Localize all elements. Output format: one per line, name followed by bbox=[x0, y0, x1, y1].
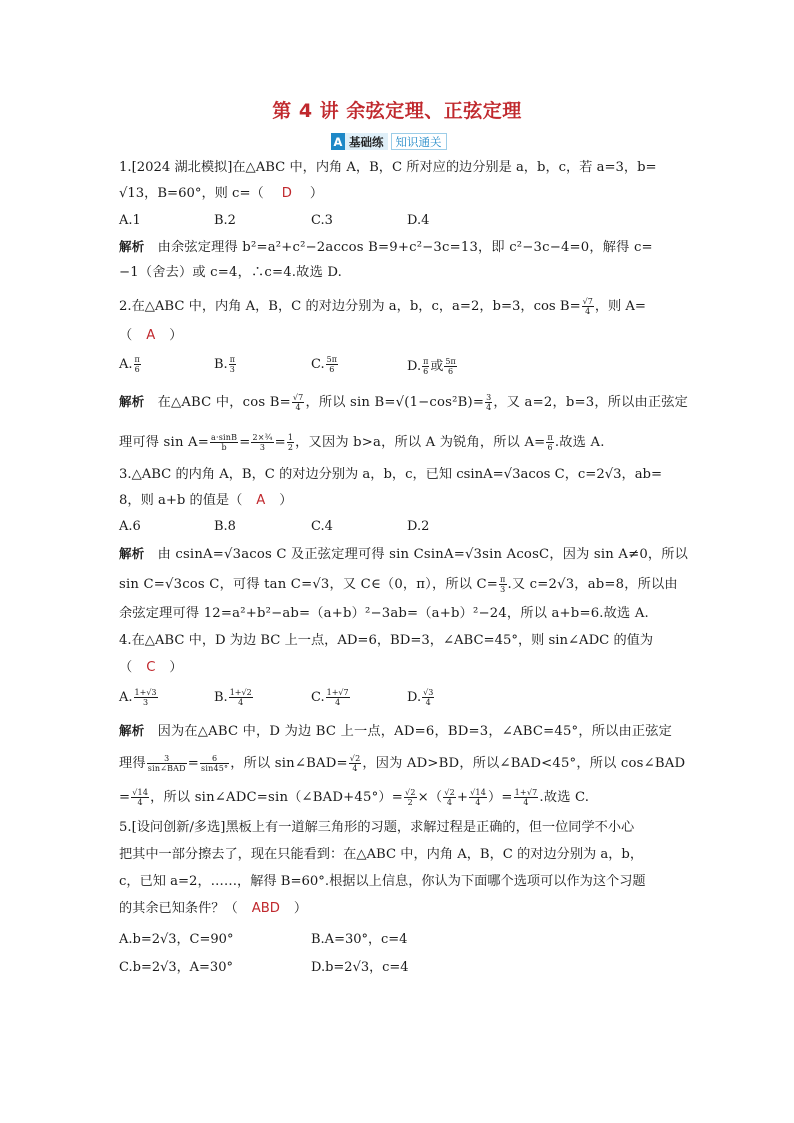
q2-stem-text: 2.在△ABC 中，内角 A，B，C 的对边分别为 a，b，c，a=2，b=3，cos B= bbox=[119, 299, 581, 314]
q3-solution-label: 解析 bbox=[119, 546, 145, 561]
q4-sol-frac8-num: 1+√7 bbox=[514, 788, 538, 797]
q2-sol2a: 理可得 sin A= bbox=[119, 435, 209, 450]
q4-sol3c: ×（ bbox=[417, 790, 443, 805]
q4-sol2a: 理得 bbox=[119, 756, 146, 771]
q2-option-d bbox=[407, 355, 458, 376]
q2-stem-line2 bbox=[119, 327, 182, 345]
q4-sol-frac8 bbox=[514, 788, 539, 807]
q1-solution-line1 bbox=[119, 238, 653, 257]
q3-sol-frac bbox=[499, 575, 506, 594]
q2-option-a-prefix: A. bbox=[119, 357, 133, 372]
q5-stem-line4 bbox=[119, 900, 307, 918]
q4-sol-frac5-num: √2 bbox=[405, 788, 416, 797]
q3-stem-line2 bbox=[119, 492, 292, 510]
q5-stem-line1: 5.[设问创新/多选]黑板上有一道解三角形的习题，求解过程是正确的，但一位同学不小心 bbox=[119, 820, 635, 835]
q2-sol2e: .故选 A. bbox=[554, 435, 605, 450]
q3-sol1: 由 csinA=√3acos C 及正弦定理可得 sin CsinA=√3sin AcosC，因为 sin A≠0，所以 bbox=[157, 547, 689, 562]
q1-option-d: D.4 bbox=[407, 213, 430, 228]
q2-sol-frac3 bbox=[210, 433, 238, 452]
q4-sol-frac2 bbox=[200, 754, 229, 773]
q4-option-c-num: 1+√7 bbox=[326, 688, 349, 697]
q2-option-c bbox=[311, 355, 339, 374]
q2-cosb-fraction bbox=[582, 297, 594, 316]
q4-open: （ bbox=[119, 660, 133, 675]
q2-solution-line2 bbox=[119, 433, 605, 452]
q2-solution-line1 bbox=[119, 393, 688, 412]
q2-answer: A bbox=[146, 328, 156, 343]
q5-stem-line2: 把其中一部分擦去了，现在只能看到：在△ABC 中，内角 A，B，C 的对边分别为 a，b， bbox=[119, 847, 644, 862]
q4-option-a-frac bbox=[134, 688, 158, 707]
q2-sol-frac3-num: a·sinB bbox=[211, 433, 238, 442]
q2-option-c-frac bbox=[326, 355, 338, 374]
q2-sol-frac5 bbox=[287, 433, 294, 452]
q1-stem-line2 bbox=[119, 185, 323, 203]
q5-stem-text: 的其余已知条件？（ bbox=[119, 901, 238, 916]
q3-stem-text: 8，则 a+b 的值是（ bbox=[119, 493, 243, 508]
q3-answer: A bbox=[256, 493, 266, 508]
q3-option-b: B.8 bbox=[214, 519, 236, 534]
q2-stem-end: ，则 A= bbox=[594, 299, 646, 314]
q2-option-d-prefix: D. bbox=[407, 359, 422, 374]
badge-letter: A bbox=[331, 133, 345, 150]
q4-option-b-frac bbox=[229, 688, 253, 707]
q5-option-b: B.A=30°，c=4 bbox=[311, 932, 408, 947]
q2-sol-frac2-num: 3 bbox=[486, 393, 492, 402]
q4-sol3d: + bbox=[456, 790, 469, 805]
q2-option-d-den2: 6 bbox=[448, 367, 454, 376]
q3-close: ） bbox=[279, 493, 293, 508]
q2-stem-line1 bbox=[119, 297, 646, 316]
q2-option-d-num1: π bbox=[423, 357, 429, 366]
q5-option-a: A.b=2√3，C=90° bbox=[119, 932, 234, 947]
q4-sol-frac1-den: sin∠BAD bbox=[147, 764, 186, 773]
q4-sol-frac2-den: sin45° bbox=[201, 764, 229, 773]
q2-sol2c: = bbox=[274, 435, 286, 450]
q3-option-d: D.2 bbox=[407, 519, 430, 534]
q4-sol3b: ，所以 sin∠ADC=sin（∠BAD+45°）= bbox=[150, 790, 404, 805]
q4-option-d-frac bbox=[422, 688, 434, 707]
q2-option-a-num: π bbox=[134, 355, 140, 364]
q3-solution-line2 bbox=[119, 575, 678, 594]
q4-sol-frac5-den: 2 bbox=[407, 798, 413, 807]
q4-sol-frac4 bbox=[131, 788, 149, 807]
q1-option-a: A.1 bbox=[119, 213, 141, 228]
q2-solution-label: 解析 bbox=[119, 394, 145, 409]
q2-cosb-num: √7 bbox=[582, 297, 593, 306]
q2-option-d-frac2 bbox=[444, 357, 456, 376]
q1-option-b: B.2 bbox=[214, 213, 236, 228]
q4-sol2c: ，因为 AD>BD，所以∠BAD<45°，所以 cos∠BAD bbox=[362, 756, 686, 771]
q4-option-a-prefix: A. bbox=[119, 690, 133, 705]
q4-sol-frac1-num: 3 bbox=[147, 754, 187, 764]
q1-solution-label: 解析 bbox=[119, 239, 145, 254]
q4-option-b-num: 1+√2 bbox=[229, 688, 252, 697]
q2-sol-frac4-den: 3 bbox=[259, 443, 266, 452]
q2-option-c-den: 6 bbox=[329, 365, 335, 374]
q4-close: ） bbox=[169, 660, 183, 675]
q2-sol2d: ，又因为 b>a，所以 A 为锐角，所以 A= bbox=[295, 435, 546, 450]
q2-sol-frac6-num: π bbox=[547, 433, 553, 442]
q1-answer: D bbox=[281, 186, 292, 201]
q4-stem-line2 bbox=[119, 659, 183, 677]
q4-sol-frac7-num: √14 bbox=[470, 788, 486, 797]
q2-option-a-frac bbox=[134, 355, 141, 374]
q2-option-b-den: 3 bbox=[229, 365, 235, 374]
q3-option-c: C.4 bbox=[311, 519, 333, 534]
q1-stem-line1: 1.[2024 湖北模拟]在△ABC 中，内角 A，B，C 所对应的边分别是 a，b，c，若 a=3，b= bbox=[119, 160, 657, 175]
q2-sol-frac6-den: 6 bbox=[547, 443, 553, 452]
q2-option-d-num2: 5π bbox=[445, 357, 456, 366]
q3-sol2a: sin C=√3cos C，可得 tan C=√3，又 C∈（0，π），所以 C= bbox=[119, 577, 499, 592]
page-title: 第 4 讲 余弦定理、正弦定理 bbox=[272, 100, 522, 122]
q4-solution-label: 解析 bbox=[119, 723, 145, 738]
q4-option-c bbox=[311, 688, 351, 707]
q2-sol-frac4 bbox=[251, 433, 273, 452]
q4-sol-frac8-den: 4 bbox=[523, 798, 529, 807]
q4-solution-line3 bbox=[119, 788, 589, 807]
q2-option-a-den: 6 bbox=[134, 365, 140, 374]
q3-option-a: A.6 bbox=[119, 519, 141, 534]
q3-solution-line3: 余弦定理可得 12=a²+b²−ab=（a+b）²−3ab=（a+b）²−24，所以 a+b=6.故选 A. bbox=[119, 606, 649, 621]
q2-sol-frac3-den: b bbox=[221, 443, 227, 452]
q4-sol-frac6 bbox=[443, 788, 456, 807]
q3-sol-frac-num: π bbox=[500, 575, 506, 584]
q4-answer: C bbox=[146, 660, 156, 675]
q2-sol1a: 在△ABC 中，cos B= bbox=[157, 395, 291, 410]
q5-answer: ABD bbox=[251, 901, 280, 916]
q2-option-b-frac bbox=[229, 355, 236, 374]
q4-option-c-prefix: C. bbox=[311, 690, 325, 705]
q4-sol-frac3 bbox=[349, 754, 362, 773]
q2-option-d-frac1 bbox=[422, 357, 429, 376]
q4-sol3e: ）= bbox=[488, 790, 513, 805]
q1-stem-text: √13，B=60°，则 c=（ bbox=[119, 186, 264, 201]
q2-option-b bbox=[214, 355, 237, 374]
q2-sol-frac2-den: 4 bbox=[486, 403, 492, 412]
q5-stem-line3: c，已知 a=2，……，解得 B=60°.根据以上信息，你认为下面哪个选项可以作为这个习题 bbox=[119, 874, 646, 889]
q2-sol1b: ，所以 sin B=√(1−cos²B)= bbox=[305, 395, 485, 410]
q4-sol3f: .故选 C. bbox=[539, 790, 590, 805]
q2-sol1c: ，又 a=2，b=3，所以由正弦定 bbox=[493, 395, 689, 410]
q2-sol-frac4-num: 2×¾ bbox=[252, 433, 273, 442]
q4-sol-frac1 bbox=[147, 754, 187, 773]
q1-option-c: C.3 bbox=[311, 213, 333, 228]
q4-option-b-den: 4 bbox=[238, 698, 244, 707]
q2-option-b-prefix: B. bbox=[214, 357, 228, 372]
q4-option-d-num: √3 bbox=[423, 688, 434, 697]
q4-option-c-frac bbox=[326, 688, 350, 707]
q4-option-a-den: 3 bbox=[142, 698, 149, 707]
q4-sol-frac4-den: 4 bbox=[137, 798, 143, 807]
q4-option-c-den: 4 bbox=[335, 698, 341, 707]
q2-sol-frac1-den: 4 bbox=[295, 403, 301, 412]
badge-label: 基础练 bbox=[345, 133, 388, 150]
q2-open: （ bbox=[119, 328, 133, 343]
q2-option-b-num: π bbox=[229, 355, 235, 364]
q4-option-d-den: 4 bbox=[425, 698, 431, 707]
q2-sol-frac1 bbox=[292, 393, 305, 412]
q2-option-c-prefix: C. bbox=[311, 357, 325, 372]
q3-sol-frac-den: 3 bbox=[500, 585, 506, 594]
q4-option-a bbox=[119, 688, 159, 707]
q4-sol-frac6-num: √2 bbox=[444, 788, 455, 797]
q1-close: ） bbox=[309, 186, 324, 201]
q2-sol2b: = bbox=[239, 435, 251, 450]
q3-stem-line1: 3.△ABC 的内角 A，B，C 的对边分别为 a，b，c，已知 csinA=√3acos C，c=2√3，ab= bbox=[119, 467, 663, 482]
badge-tag: 知识通关 bbox=[391, 133, 447, 150]
q2-option-c-num: 5π bbox=[326, 355, 337, 364]
q4-option-d bbox=[407, 688, 435, 707]
q4-solution-line2: 理得 $\frac{3}{\text{sin∠BAD}}$ = $\frac{6}{\sin 45^\circ}$ ，所以 sin∠BAD= $\frac{√2}{4}$ ，因为 AD>BD，所以∠BAD<45°，所以 cos∠BAD bbox=[119, 754, 686, 773]
q4-option-d-prefix: D. bbox=[407, 690, 422, 705]
q2-option-d-den1: 6 bbox=[423, 367, 429, 376]
q4-stem-line1: 4.在△ABC 中，D 为边 BC 上一点，AD=6，BD=3，∠ABC=45°，则 sin∠ADC 的值为 bbox=[119, 633, 654, 648]
q2-sol-frac5-num: 1 bbox=[287, 433, 294, 442]
q3-solution-line1 bbox=[119, 545, 688, 564]
q2-cosb-den: 4 bbox=[585, 307, 591, 316]
q4-option-a-num: 1+√3 bbox=[134, 688, 157, 697]
q1-solution-text1: 由余弦定理得 b²=a²+c²−2accos B=9+c²−3c=13，即 c²−3c−4=0，解得 c= bbox=[157, 240, 653, 255]
q2-sol-frac2 bbox=[485, 393, 492, 412]
q4-sol3a: = bbox=[119, 790, 131, 805]
q4-sol2b: ，所以 sin∠BAD= bbox=[230, 756, 348, 771]
q2-sol-frac1-num: √7 bbox=[292, 393, 304, 402]
q4-sol-frac2-num: 6 bbox=[200, 754, 229, 764]
q4-sol-frac4-num: √14 bbox=[132, 788, 149, 797]
q2-close: ） bbox=[169, 328, 183, 343]
q4-sol-frac3-den: 4 bbox=[352, 764, 358, 773]
q4-option-b bbox=[214, 688, 254, 707]
section-badge bbox=[331, 133, 447, 150]
q5-option-c: C.b=2√3，A=30° bbox=[119, 960, 233, 975]
q4-sol-frac6-den: 4 bbox=[446, 798, 453, 807]
q4-sol-frac7-den: 4 bbox=[475, 798, 481, 807]
q4-solution-line1 bbox=[119, 722, 672, 741]
q4-sol-frac7 bbox=[469, 788, 487, 807]
q4-sol-frac3-num: √2 bbox=[349, 754, 361, 763]
q5-option-d: D.b=2√3，c=4 bbox=[311, 960, 409, 975]
q1-solution-line2: −1（舍去）或 c=4，∴c=4.故选 D. bbox=[119, 265, 343, 280]
q5-close: ） bbox=[293, 901, 308, 916]
q4-sol-frac5 bbox=[404, 788, 417, 807]
q4-option-b-prefix: B. bbox=[214, 690, 228, 705]
q3-sol2b: .又 c=2√3，ab=8，所以由 bbox=[507, 577, 678, 592]
q2-option-a bbox=[119, 355, 142, 374]
q2-sol-frac5-den: 2 bbox=[287, 443, 294, 452]
q4-sol1: 因为在△ABC 中，D 为边 BC 上一点，AD=6，BD=3，∠ABC=45°，所以由正弦定 bbox=[157, 724, 673, 739]
q2-sol-frac6 bbox=[546, 433, 553, 452]
q2-option-d-or: 或 bbox=[430, 359, 444, 374]
